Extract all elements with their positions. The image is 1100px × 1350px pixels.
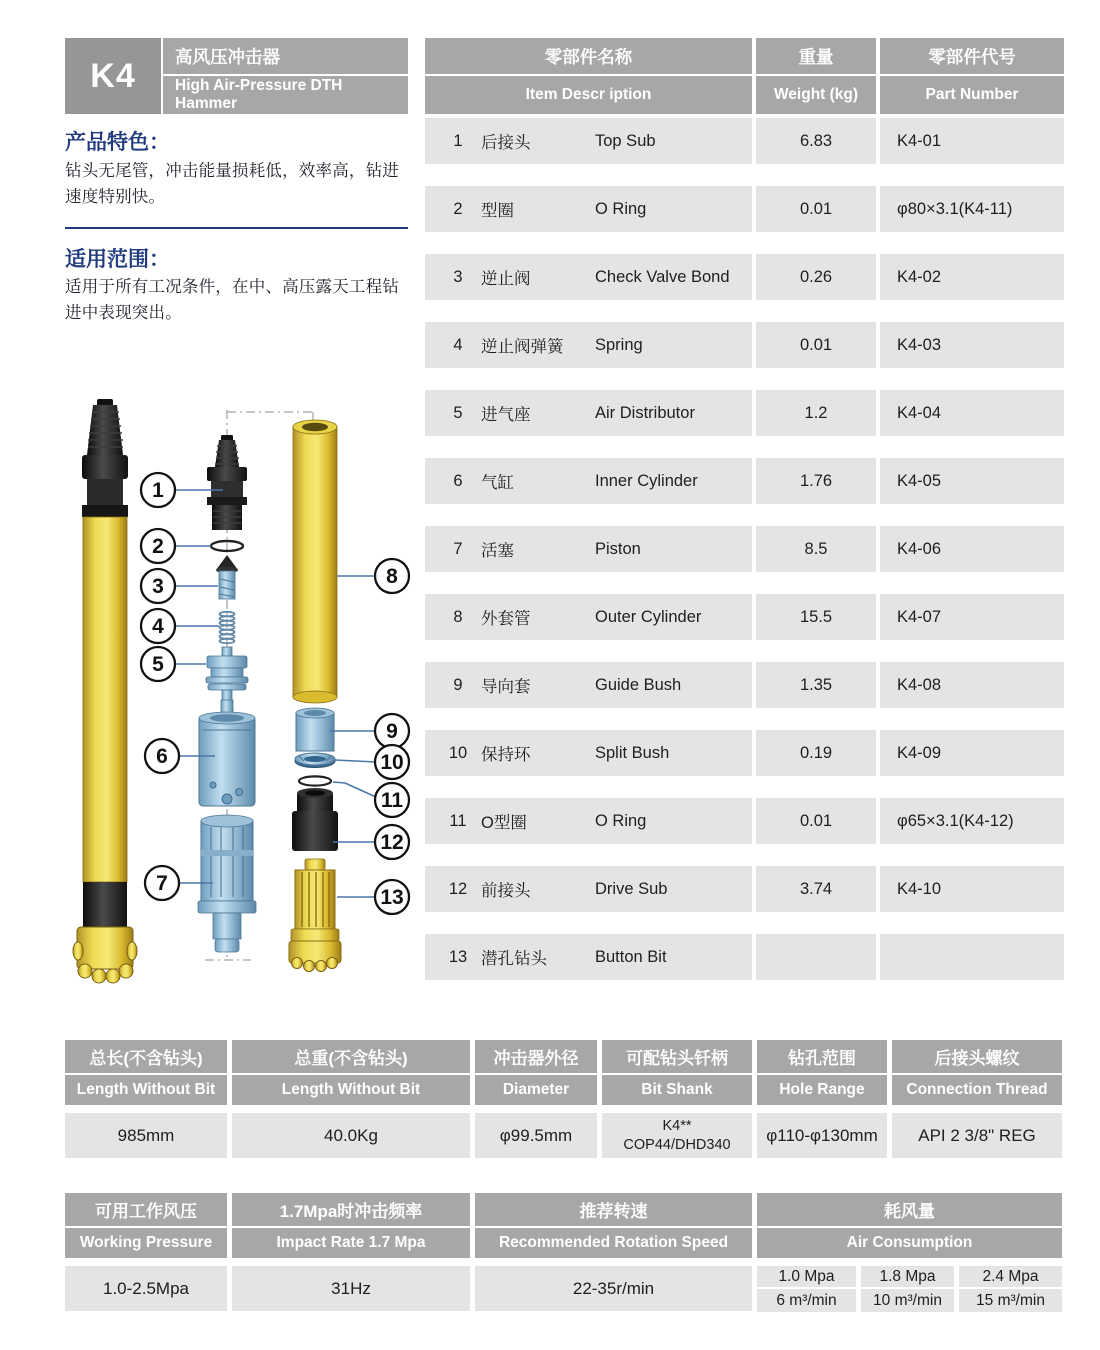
application-heading: 适用范围： <box>65 248 170 271</box>
part-name-en: Split Bush <box>595 743 670 762</box>
part-guide-bush-illustration <box>296 708 334 751</box>
application-body: 适用于所有工况条件，在中、高压露天工程钻进中表现突出。 <box>65 278 399 323</box>
part-code: K4-01 <box>880 118 1064 164</box>
part-split-bush-illustration <box>295 753 335 768</box>
spec1-col-weight: 总重(不含钻头) Length Without Bit <box>232 1040 470 1105</box>
svg-text:1: 1 <box>152 479 164 502</box>
part-name-en: Button Bit <box>595 947 667 966</box>
part-top-sub-illustration <box>207 435 247 530</box>
part-name-zh: 逆止阀 <box>481 270 531 288</box>
part-name-zh: 型圈 <box>481 202 514 220</box>
table-row <box>425 526 1064 572</box>
part-index: 5 <box>453 403 463 422</box>
part-description-cell <box>425 594 752 640</box>
svg-text:8: 8 <box>386 565 398 588</box>
value-thread: API 2 3/8" REG <box>892 1113 1062 1158</box>
value-impact-rate: 31Hz <box>232 1266 470 1311</box>
part-index: 9 <box>453 675 463 694</box>
part-name-en: Drive Sub <box>595 879 668 898</box>
callout-11 <box>333 782 409 817</box>
column-header-item-zh: 零部件名称 <box>425 38 752 74</box>
part-index: 13 <box>448 947 468 966</box>
section-divider <box>65 227 408 229</box>
part-name-zh: 后接头 <box>481 134 531 152</box>
product-title-en: High Air-Pressure DTH Hammer <box>163 76 408 114</box>
spec1-col-thread: 后接头螺纹 Connection Thread <box>892 1040 1062 1105</box>
spec1-col-diameter: 冲击器外径 Diameter <box>475 1040 597 1105</box>
part-description-cell <box>425 934 752 980</box>
value-air-consumption <box>757 1266 1062 1312</box>
svg-text:9: 9 <box>386 720 398 743</box>
spec2-col-airconsumption: 耗风量 Air Consumption <box>757 1193 1062 1258</box>
part-code: K4-04 <box>880 390 1064 436</box>
column-header-weight-zh: 重量 <box>756 38 876 74</box>
callout-3 <box>141 569 218 603</box>
table-row <box>425 186 1064 232</box>
part-index: 11 <box>449 811 467 830</box>
table-row <box>425 254 1064 300</box>
part-name-en: Inner Cylinder <box>595 471 698 490</box>
part-name-en: Top Sub <box>595 131 656 150</box>
value-length: 985mm <box>65 1113 227 1158</box>
table-row <box>425 594 1064 640</box>
svg-text:6: 6 <box>156 745 168 768</box>
part-weight: 6.83 <box>756 118 876 164</box>
spec-table-dimensions <box>65 1040 1062 1158</box>
part-index: 10 <box>448 743 468 762</box>
callout-9 <box>330 714 409 748</box>
part-name-zh: 导向套 <box>481 678 531 696</box>
spec2-col-impactrate: 1.7Mpa时冲击频率 Impact Rate 1.7 Mpa <box>232 1193 470 1258</box>
part-weight: 0.01 <box>756 186 876 232</box>
table-row <box>425 662 1064 708</box>
part-code: K4-03 <box>880 322 1064 368</box>
part-index: 6 <box>453 471 463 490</box>
part-name-en: O Ring <box>595 199 647 218</box>
part-index: 7 <box>453 539 463 558</box>
table-row <box>425 934 1064 980</box>
part-description-cell <box>425 526 752 572</box>
part-inner-cylinder-illustration <box>199 700 255 806</box>
table-row <box>425 390 1064 436</box>
features-heading: 产品特色： <box>65 131 170 154</box>
callout-13 <box>337 880 409 914</box>
part-index: 4 <box>453 335 463 354</box>
svg-text:12: 12 <box>380 831 404 854</box>
part-name-zh: 外套管 <box>481 610 531 628</box>
svg-text:11: 11 <box>380 789 404 812</box>
column-header-item-en: Item Descr iption <box>425 76 752 114</box>
part-name-zh: O型圈 <box>481 814 527 832</box>
spec2-col-pressure: 可用工作风压 Working Pressure <box>65 1193 227 1258</box>
part-index: 3 <box>453 267 463 286</box>
value-weight: 40.0Kg <box>232 1113 470 1158</box>
column-header-weight-en: Weight (kg) <box>756 76 876 114</box>
part-index: 1 <box>453 131 463 150</box>
value-diameter: φ99.5mm <box>475 1113 597 1158</box>
part-code: φ65×3.1(K4-12) <box>880 798 1064 844</box>
column-header-partnumber-en: Part Number <box>880 76 1064 114</box>
part-name-zh: 保持环 <box>481 746 531 764</box>
part-weight: 0.19 <box>756 730 876 776</box>
part-description-cell <box>425 458 752 504</box>
part-description-cell <box>425 866 752 912</box>
part-weight <box>756 934 876 980</box>
part-name-zh: 潜孔钻头 <box>481 950 547 968</box>
part-index: 2 <box>453 199 463 218</box>
part-description-cell <box>425 118 752 164</box>
table-row <box>425 322 1064 368</box>
svg-text:4: 4 <box>152 615 164 638</box>
column-header-weight <box>756 38 876 114</box>
part-weight: 1.76 <box>756 458 876 504</box>
part-description-cell <box>425 798 752 844</box>
svg-text:7: 7 <box>156 872 168 895</box>
part-name-zh: 活塞 <box>481 542 514 560</box>
part-weight: 0.26 <box>756 254 876 300</box>
part-weight: 0.01 <box>756 798 876 844</box>
column-header-partnumber-zh: 零部件代号 <box>880 38 1064 74</box>
part-name-zh: 逆止阀弹簧 <box>481 338 564 356</box>
part-weight: 15.5 <box>756 594 876 640</box>
table-row <box>425 118 1064 164</box>
assembled-hammer-illustration <box>73 399 137 983</box>
part-name-en: O Ring <box>595 811 647 830</box>
column-header-item <box>425 38 752 114</box>
part-drive-sub-illustration <box>292 788 338 851</box>
callout-5 <box>141 647 206 681</box>
part-code: K4-08 <box>880 662 1064 708</box>
part-check-valve-illustration <box>216 555 238 599</box>
svg-text:10: 10 <box>380 751 404 774</box>
value-holerange: φ110-φ130mm <box>757 1113 887 1158</box>
svg-text:2: 2 <box>152 535 164 558</box>
air-cell-1: 1.0 Mpa 6 m³/min <box>757 1266 856 1312</box>
part-name-en: Air Distributor <box>595 403 695 422</box>
part-weight: 3.74 <box>756 866 876 912</box>
part-index: 12 <box>448 879 468 898</box>
part-name-en: Guide Bush <box>595 675 682 694</box>
part-description-cell <box>425 662 752 708</box>
part-description-cell <box>425 254 752 300</box>
callout-10 <box>335 745 409 779</box>
features-body: 钻头无尾管，冲击能量损耗低，效率高，钻进速度特别快。 <box>65 162 399 207</box>
part-name-zh: 前接头 <box>481 882 531 900</box>
table-row <box>425 798 1064 844</box>
table-row <box>425 458 1064 504</box>
spec2-col-rotationspeed: 推荐转速 Recommended Rotation Speed <box>475 1193 752 1258</box>
part-weight: 0.01 <box>756 322 876 368</box>
air-cell-3: 2.4 Mpa 15 m³/min <box>959 1266 1062 1312</box>
callout-12 <box>333 825 409 859</box>
parts-table <box>425 118 1064 1002</box>
air-cell-2: 1.8 Mpa 10 m³/min <box>861 1266 954 1312</box>
part-name-en: Piston <box>595 539 641 558</box>
part-description-cell <box>425 322 752 368</box>
part-code: K4-07 <box>880 594 1064 640</box>
spec-table-performance <box>65 1193 1062 1312</box>
part-description-cell <box>425 730 752 776</box>
part-weight: 1.35 <box>756 662 876 708</box>
part-name-zh: 进气座 <box>481 406 531 424</box>
part-code: K4-06 <box>880 526 1064 572</box>
callout-2 <box>141 529 211 563</box>
svg-text:5: 5 <box>152 653 164 676</box>
part-code: φ80×3.1(K4-11) <box>880 186 1064 232</box>
svg-text:13: 13 <box>380 886 404 909</box>
value-rotation-speed: 22-35r/min <box>475 1266 752 1311</box>
table-row <box>425 730 1064 776</box>
part-code <box>880 934 1064 980</box>
part-name-en: Check Valve Bond <box>595 267 730 286</box>
part-weight: 1.2 <box>756 390 876 436</box>
model-badge: K4 <box>65 38 161 114</box>
exploded-view-diagram <box>55 395 420 1010</box>
part-button-bit-illustration <box>289 859 341 972</box>
spec1-col-length: 总长(不含钻头) Length Without Bit <box>65 1040 227 1105</box>
spec1-col-holerange: 钻孔范围 Hole Range <box>757 1040 887 1105</box>
part-description-cell <box>425 390 752 436</box>
part-o-ring2-illustration <box>299 776 331 785</box>
callout-8 <box>337 559 409 593</box>
spec1-col-bitshank: 可配钻头钎柄 Bit Shank <box>602 1040 752 1105</box>
part-outer-cylinder-illustration <box>293 420 337 703</box>
part-code: K4-09 <box>880 730 1064 776</box>
part-name-zh: 气缸 <box>481 474 514 492</box>
part-name-en: Outer Cylinder <box>595 607 702 626</box>
part-index: 8 <box>453 607 463 626</box>
product-title-zh: 高风压冲击器 <box>163 38 408 74</box>
table-row <box>425 866 1064 912</box>
part-code: K4-10 <box>880 866 1064 912</box>
part-code: K4-05 <box>880 458 1064 504</box>
part-weight: 8.5 <box>756 526 876 572</box>
callout-4 <box>141 609 219 643</box>
part-name-en: Spring <box>595 335 643 354</box>
part-code: K4-02 <box>880 254 1064 300</box>
part-description-cell <box>425 186 752 232</box>
value-working-pressure: 1.0-2.5Mpa <box>65 1266 227 1311</box>
value-bitshank: K4** COP44/DHD340 <box>602 1113 752 1158</box>
column-header-partnumber <box>880 38 1064 114</box>
svg-text:3: 3 <box>152 575 164 598</box>
product-title <box>163 38 408 114</box>
